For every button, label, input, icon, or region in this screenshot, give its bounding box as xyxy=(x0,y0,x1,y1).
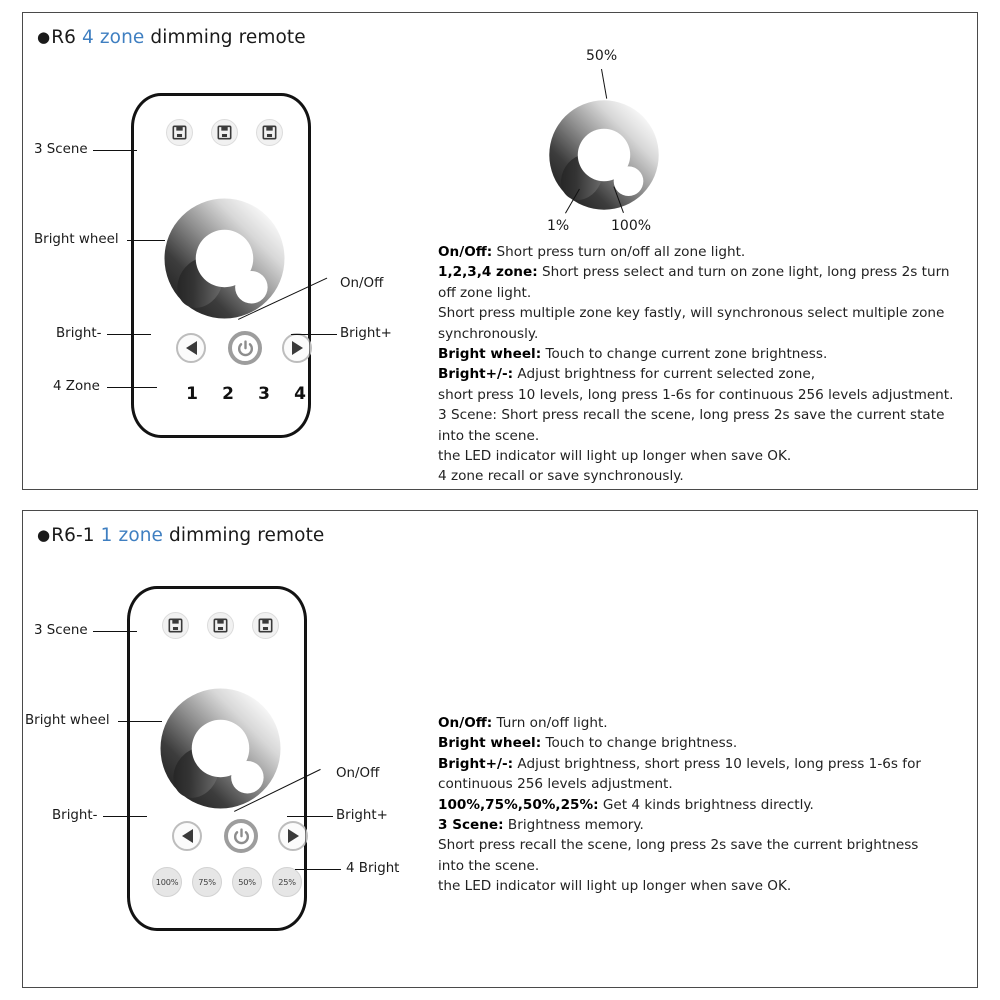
desc-line: Short press multiple zone key fastly, will synchronous select multiple zone xyxy=(438,305,945,322)
desc-line: short press 10 levels, long press 1-6s for continuous 256 levels adjustment. xyxy=(438,386,954,403)
desc-line: synchronously. xyxy=(438,325,539,342)
callout-bright-minus-leader xyxy=(103,816,147,817)
desc-line-text: Adjust brightness, short press 10 levels, long press 1-6s for xyxy=(513,755,921,772)
callout-bright-plus-label: Bright+ xyxy=(340,326,392,341)
callout-zone-label: 4 Zone xyxy=(53,379,100,394)
scene-button-3[interactable] xyxy=(256,119,283,146)
bright-wheel-graphic xyxy=(158,686,283,811)
panel-title-r6 xyxy=(37,27,306,48)
legend-label-100: 100% xyxy=(611,218,652,234)
legend-label-50: 50% xyxy=(586,48,618,64)
desc-line-bold: 3 Scene: xyxy=(438,817,504,834)
desc-line-text: Brightness memory. xyxy=(503,817,644,834)
desc-line-text: Get 4 kinds brightness directly. xyxy=(598,796,814,813)
callout-zone-leader xyxy=(107,387,157,388)
legend-ring-icon xyxy=(547,98,661,212)
triangle-left-icon xyxy=(186,341,197,355)
zone-number-2[interactable]: 2 xyxy=(222,384,234,404)
desc-line-bold: On/Off: xyxy=(438,244,493,260)
scene-button-1[interactable] xyxy=(166,119,193,146)
power-icon xyxy=(232,827,251,846)
panel-title-highlight: 4 zone xyxy=(82,27,145,48)
desc-line-bold: Bright wheel: xyxy=(438,735,542,752)
desc-line-bold: 1,2,3,4 zone: xyxy=(438,264,538,281)
callout-wheel-label: Bright wheel xyxy=(34,232,119,247)
desc-line-text: Short press turn on/off all zone light. xyxy=(492,244,746,260)
desc-line xyxy=(438,754,921,774)
desc-line xyxy=(438,795,921,815)
callout-bright-minus-leader xyxy=(107,334,151,335)
zone-number-1[interactable]: 1 xyxy=(186,384,198,404)
scene-button-3[interactable] xyxy=(252,612,279,639)
power-icon xyxy=(236,339,255,358)
desc-line: Short press recall the scene, long press 2s save the current brightness xyxy=(438,837,919,854)
desc-line-bold: 100%,75%,50%,25%: xyxy=(438,796,599,813)
callout-wheel-label: Bright wheel xyxy=(25,713,110,728)
description-r6-1 xyxy=(438,713,921,897)
bullet-icon: ● xyxy=(37,525,51,544)
zone-number-3[interactable]: 3 xyxy=(258,384,270,404)
desc-line-bold: Bright+/-: xyxy=(438,366,514,383)
desc-line: continuous 256 levels adjustment. xyxy=(438,776,673,793)
callout-bright-plus-leader xyxy=(287,816,333,817)
preset-button-75[interactable]: 75% xyxy=(192,867,222,897)
bright-minus-button[interactable] xyxy=(172,821,202,851)
wheel-legend-graphic xyxy=(547,98,661,212)
callout-presets-leader xyxy=(295,869,341,870)
zone-number-4[interactable]: 4 xyxy=(294,384,306,404)
desc-line: into the scene. xyxy=(438,427,540,444)
desc-line xyxy=(438,344,953,364)
callout-scene-label: 3 Scene xyxy=(34,142,88,157)
remote-body-r6 xyxy=(131,93,311,438)
desc-line-text: Short press select and turn on zone light, long press 2s turn xyxy=(537,264,950,281)
panel-r6-1-1zone xyxy=(22,510,978,988)
desc-line-bold: Bright+/-: xyxy=(438,755,514,772)
desc-line xyxy=(438,733,921,753)
panel-title-highlight: 1 zone xyxy=(100,525,164,546)
panel-title-r6-1 xyxy=(37,525,324,546)
desc-line: 4 zone recall or save synchronously. xyxy=(438,468,684,485)
callout-wheel-leader xyxy=(118,721,162,722)
preset-button-25[interactable]: 25% xyxy=(272,867,302,897)
callout-scene-leader xyxy=(93,150,137,151)
desc-line xyxy=(438,713,921,733)
desc-line-text: Adjust brightness for current selected zone, xyxy=(513,366,816,383)
legend-leader-50 xyxy=(601,69,607,99)
bright-wheel-r6[interactable] xyxy=(162,196,287,321)
save-floppy-icon xyxy=(258,618,273,633)
remote-body-r6-1 xyxy=(127,586,307,931)
preset-button-50[interactable]: 50% xyxy=(232,867,262,897)
scene-button-2[interactable] xyxy=(207,612,234,639)
desc-line: the LED indicator will light up longer when save OK. xyxy=(438,878,792,895)
panel-title-pre: R6-1 xyxy=(51,525,101,546)
save-floppy-icon xyxy=(217,125,232,140)
callout-onoff-label: On/Off xyxy=(336,766,380,781)
triangle-left-icon xyxy=(182,829,193,843)
save-floppy-icon xyxy=(172,125,187,140)
desc-line xyxy=(438,364,953,384)
desc-line-text: Touch to change current zone brightness. xyxy=(541,346,828,363)
panel-r6-4zone xyxy=(22,12,978,490)
callout-scene-leader xyxy=(93,631,137,632)
description-r6 xyxy=(438,242,953,487)
bright-plus-button[interactable] xyxy=(278,821,308,851)
save-floppy-icon xyxy=(213,618,228,633)
bright-wheel-graphic xyxy=(162,196,287,321)
desc-line-bold: Bright wheel: xyxy=(438,346,542,363)
desc-line-text: Touch to change brightness. xyxy=(541,735,738,752)
desc-line: off zone light. xyxy=(438,284,532,301)
scene-button-1[interactable] xyxy=(162,612,189,639)
panel-title-post: dimming remote xyxy=(144,27,306,48)
power-button-r6-1[interactable] xyxy=(224,819,258,853)
panel-title-pre: R6 xyxy=(51,27,83,48)
callout-bright-plus-label: Bright+ xyxy=(336,808,388,823)
bullet-icon: ● xyxy=(37,27,51,46)
desc-line-bold: On/Off: xyxy=(438,715,493,731)
save-floppy-icon xyxy=(168,618,183,633)
desc-line xyxy=(438,262,953,282)
scene-button-2[interactable] xyxy=(211,119,238,146)
callout-bright-plus-leader xyxy=(291,334,337,335)
bright-wheel-r6-1[interactable] xyxy=(158,686,283,811)
callout-wheel-leader xyxy=(127,240,165,241)
bright-minus-button[interactable] xyxy=(176,333,206,363)
callout-onoff-label: On/Off xyxy=(340,276,384,291)
desc-line xyxy=(438,242,953,262)
triangle-right-icon xyxy=(288,829,299,843)
desc-line: the LED indicator will light up longer when save OK. xyxy=(438,448,792,465)
desc-line: 3 Scene: Short press recall the scene, long press 2s save the current state xyxy=(438,407,945,424)
callout-bright-minus-label: Bright- xyxy=(56,326,102,341)
triangle-right-icon xyxy=(292,341,303,355)
power-button-r6[interactable] xyxy=(228,331,262,365)
save-floppy-icon xyxy=(262,125,277,140)
callout-scene-label: 3 Scene xyxy=(34,623,88,638)
preset-button-100[interactable]: 100% xyxy=(152,867,182,897)
legend-label-1: 1% xyxy=(547,218,570,234)
desc-line: into the scene. xyxy=(438,857,540,874)
desc-line xyxy=(438,815,921,835)
panel-title-post: dimming remote xyxy=(163,525,325,546)
callout-bright-minus-label: Bright- xyxy=(52,808,98,823)
bright-plus-button[interactable] xyxy=(282,333,312,363)
callout-presets-label: 4 Bright xyxy=(346,861,400,876)
desc-line-text: Turn on/off light. xyxy=(492,715,608,731)
